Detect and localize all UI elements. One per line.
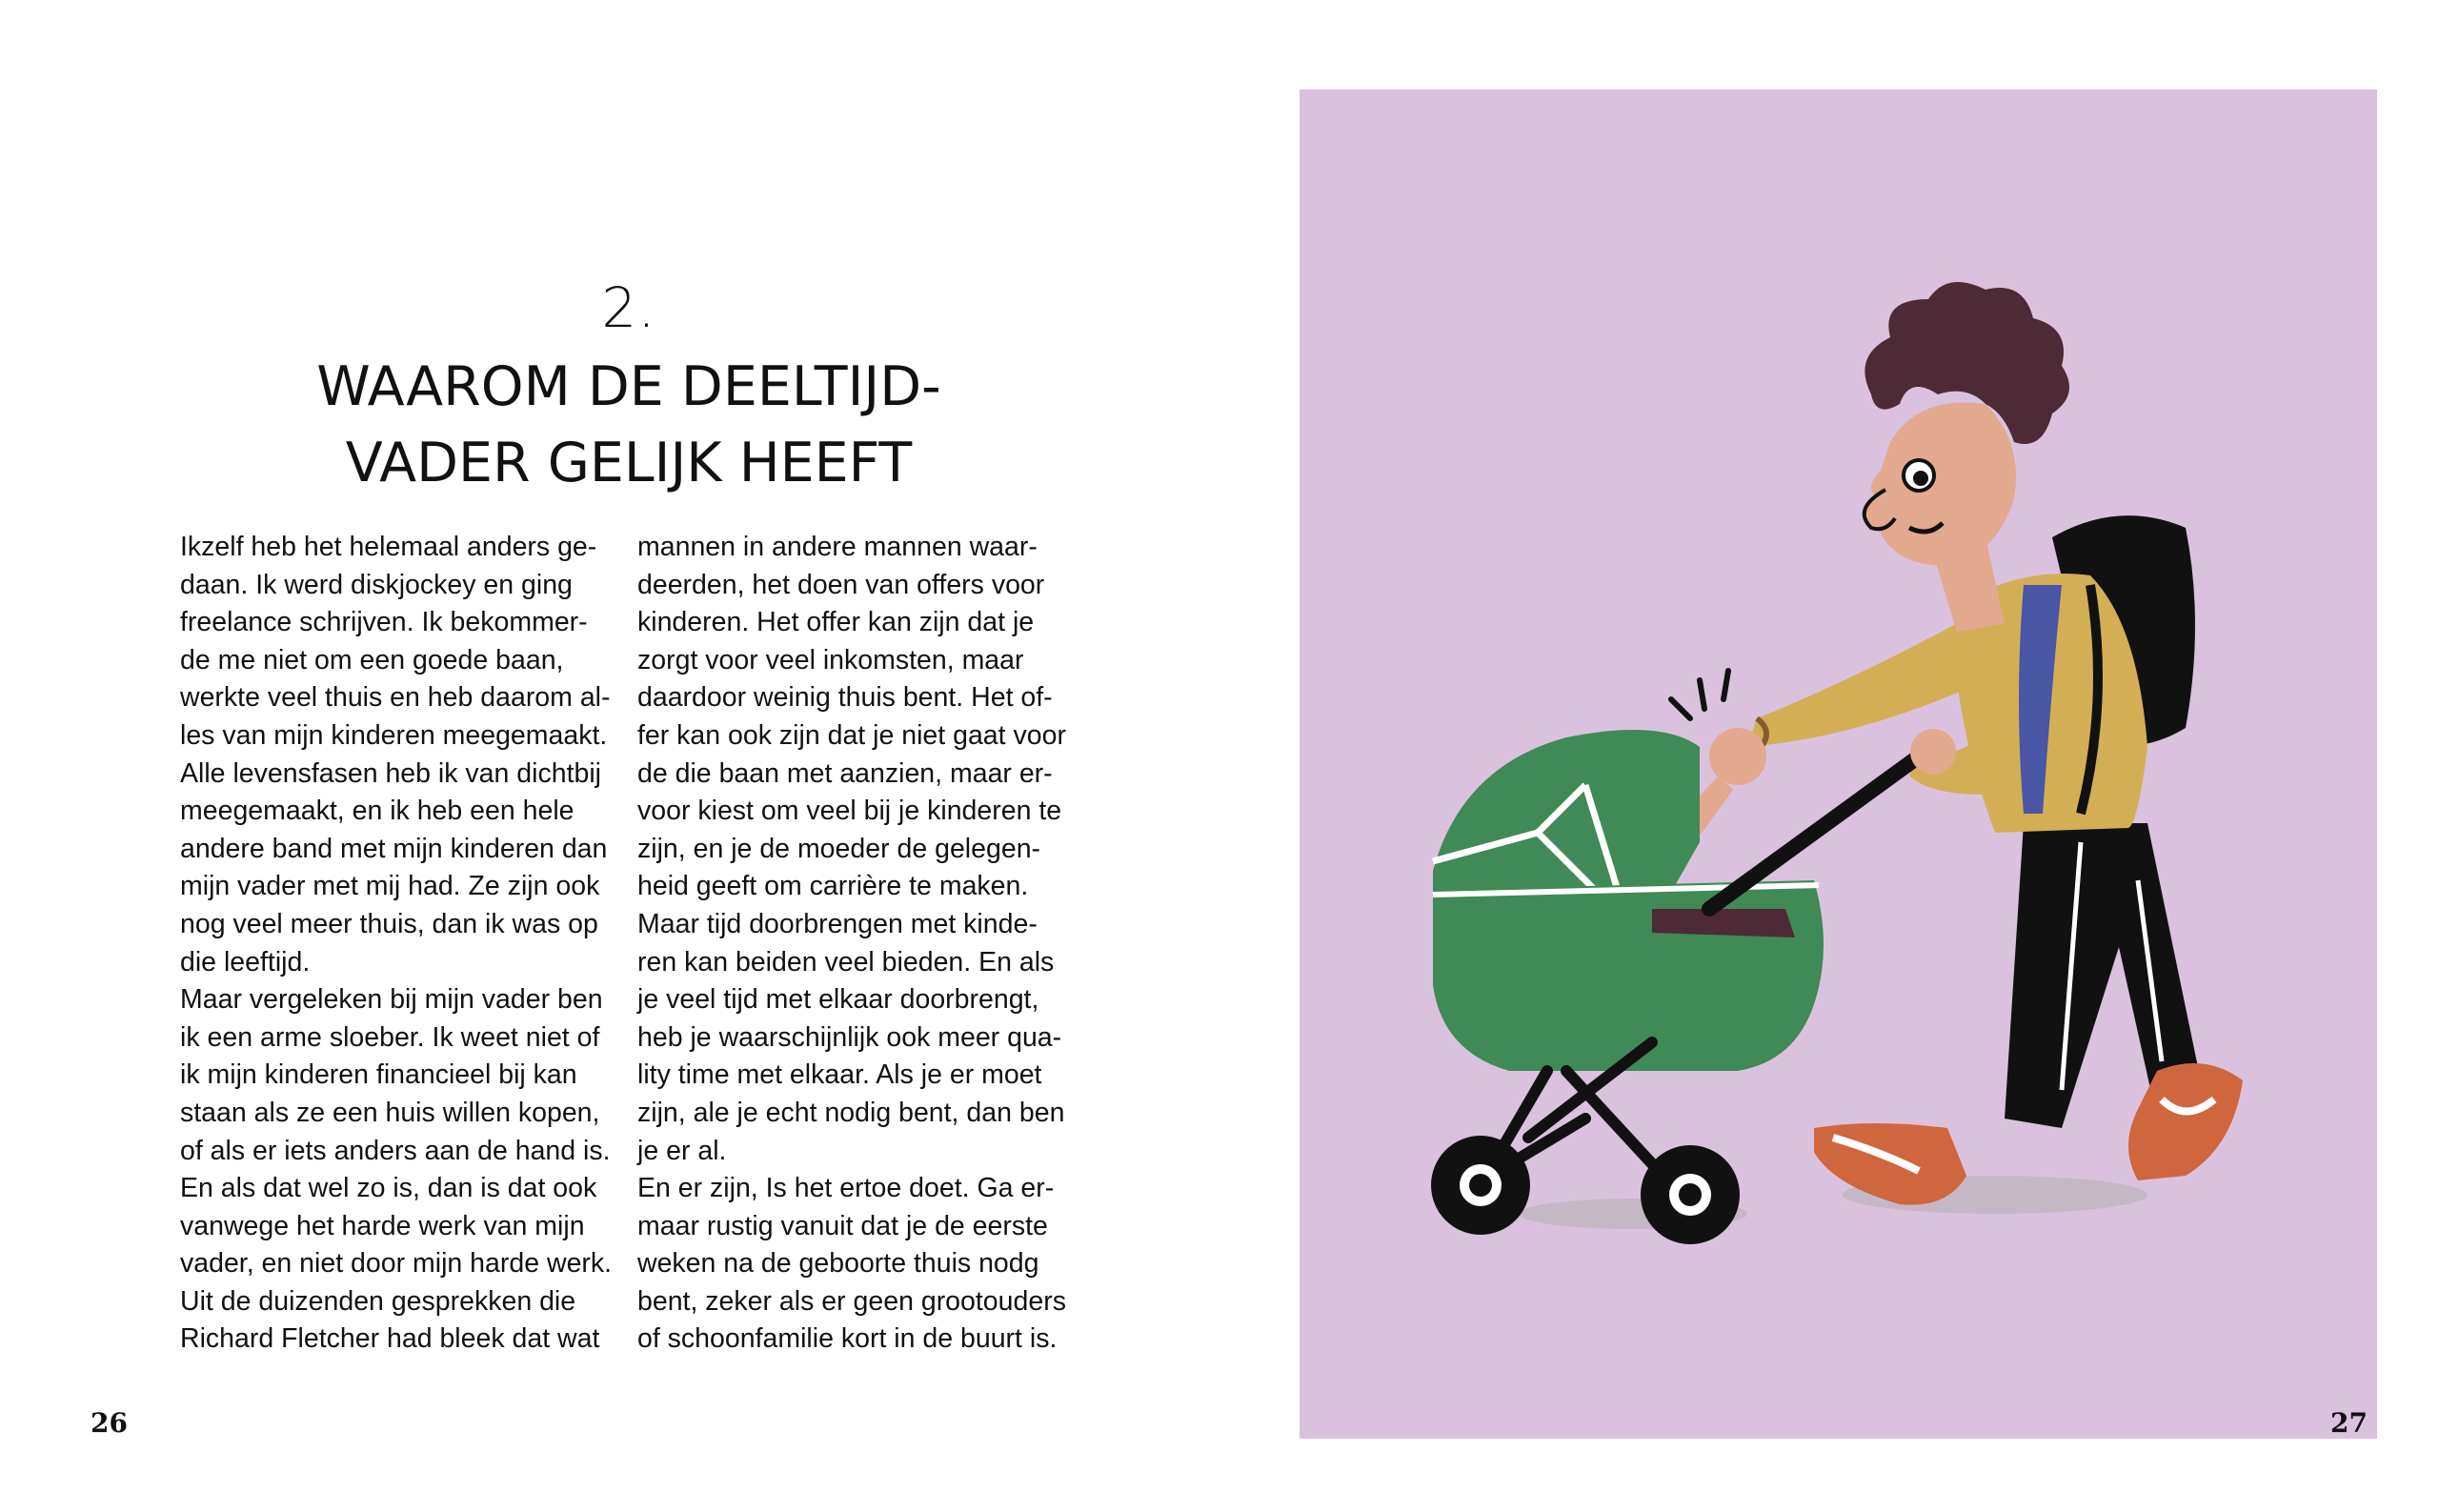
illustration-panel: [1300, 90, 2377, 1439]
body-text-line: nog veel meer thuis, dan ik was op: [180, 908, 598, 939]
back-shoe: [2128, 1063, 2243, 1180]
body-text-line: Maar vergeleken bij mijn vader ben: [180, 984, 603, 1016]
chapter-title-line: WAAROM DE DEELTIJD-: [316, 355, 941, 418]
body-text-line: ik mijn kinderen financieel bij kan: [180, 1059, 577, 1091]
body-text-line: mijn vader met mij had. Ze zijn ook: [180, 871, 600, 902]
body-text-line: of schoonfamilie kort in de buurt is.: [637, 1323, 1058, 1355]
body-text-line: meegemaakt, en ik heb een hele: [180, 796, 574, 827]
pram-hood: [1433, 730, 1700, 909]
dad-pushing-pram-illustration: [1300, 90, 2377, 1439]
body-text-line: Uit de duizenden gesprekken die: [180, 1285, 576, 1317]
body-text-line: Ikzelf heb het helemaal anders ge-: [180, 532, 597, 562]
fist: [1709, 728, 1766, 785]
body-text-line: maar rustig vanuit dat je de eerste: [637, 1210, 1048, 1241]
hand-on-handle: [1910, 729, 1956, 775]
head: [1871, 402, 2016, 566]
body-text-line: kinderen. Het offer kan zijn dat je: [637, 607, 1035, 638]
reaching-arm: [1747, 618, 1985, 747]
pram-wheel-front: [1431, 1136, 1530, 1235]
body-text-line: fer kan ook zijn dat je niet gaat voor: [637, 719, 1066, 751]
body-text-line: ik een arme sloeber. Ik weet niet of: [180, 1021, 600, 1053]
body-text-line: werkte veel thuis en heb daarom al-: [180, 682, 611, 714]
chapter-number: 2.: [601, 275, 656, 340]
body-text-left-column: [180, 529, 628, 1359]
body-text-line: zorgt voor veel inkomsten, maar: [637, 644, 1024, 675]
body-text-line: daardoor weinig thuis bent. Het of-: [637, 682, 1053, 714]
motion-marks: [1671, 671, 1728, 718]
body-text-line: die leeftijd.: [180, 946, 311, 978]
body-text-line: de me niet om een goede baan,: [180, 644, 564, 675]
body-text-line: voor kiest om veel bij je kinderen te: [637, 796, 1062, 827]
body-text-line: vader, en niet door mijn harde werk.: [180, 1248, 613, 1280]
body-text-line: lity time met elkaar. Als je er moet: [637, 1059, 1042, 1091]
body-text-line: weken na de geboorte thuis nodg: [637, 1248, 1039, 1280]
body-text-line: de die baan met aanzien, maar er-: [637, 757, 1053, 789]
body-text-line: zijn, ale je echt nodig bent, dan ben: [637, 1097, 1065, 1128]
page-number-left: 26: [91, 1407, 128, 1439]
body-text-line: heb je waarschijnlijk ook meer qua-: [637, 1021, 1062, 1053]
body-text-line: staan als ze een huis willen kopen,: [180, 1097, 600, 1128]
body-text-line: je er al.: [637, 1135, 727, 1166]
page-number-right: 27: [2330, 1407, 2368, 1439]
chapter-title: [181, 349, 1077, 501]
body-text-line: daan. Ik werd diskjockey en ging: [180, 569, 573, 600]
body-text-line: Richard Fletcher had bleek dat wat: [180, 1323, 600, 1355]
body-text-line: Maar tijd doorbrengen met kinde-: [637, 908, 1038, 939]
chapter-title-line: VADER GELIJK HEEFT: [345, 432, 913, 494]
body-text-line: zijn, en je de moeder de gelegen-: [637, 833, 1041, 864]
body-text-line: bent, zeker als er geen grootouders: [637, 1285, 1066, 1317]
body-text-line: je veel tijd met elkaar doorbrengt,: [637, 984, 1039, 1016]
body-text-line: andere band met mijn kinderen dan: [180, 833, 608, 864]
body-text-line: les van mijn kinderen meegemaakt.: [180, 719, 608, 751]
body-text-line: En er zijn, Is het ertoe doet. Ga er-: [637, 1173, 1055, 1204]
body-text-line: deerden, het doen van offers voor: [637, 569, 1045, 600]
body-text-line: of als er iets anders aan de hand is.: [180, 1135, 611, 1166]
body-text-line: heid geeft om carrière te maken.: [637, 871, 1029, 902]
body-text-right-column: [637, 529, 1085, 1359]
body-text-line: Alle levensfasen heb ik van dichtbij: [180, 757, 602, 789]
body-text-line: freelance schrijven. Ik bekommer-: [180, 607, 588, 638]
body-text-line: En als dat wel zo is, dan is dat ook: [180, 1173, 597, 1204]
body-text-line: vanwege het harde werk van mijn: [180, 1210, 585, 1241]
body-text-line: ren kan beiden veel bieden. En als: [637, 946, 1055, 978]
body-text-line: mannen in andere mannen waar-: [637, 532, 1038, 562]
pram-wheel-back: [1641, 1145, 1740, 1244]
